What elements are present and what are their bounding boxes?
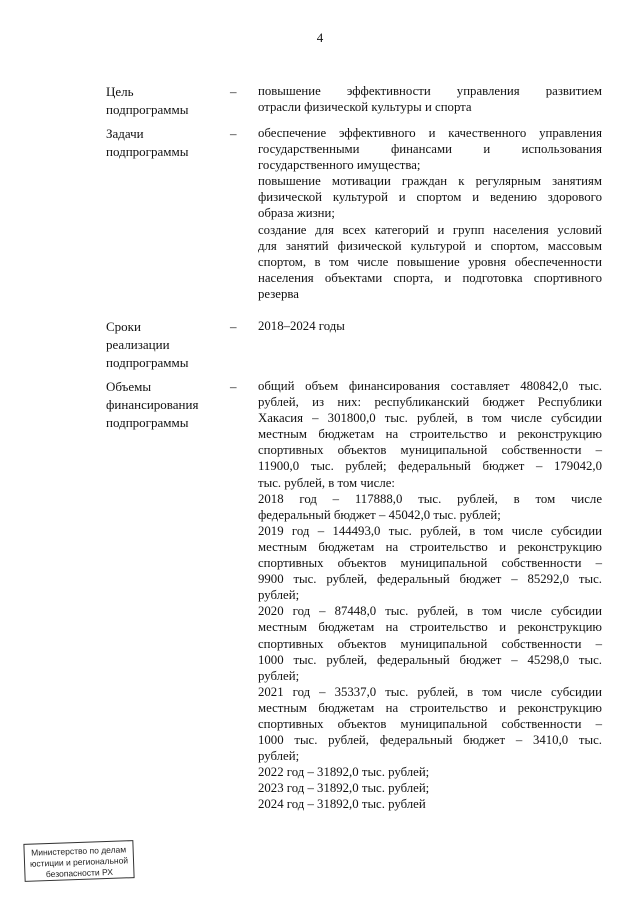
text-line: спортивных объектов муниципальной собственности –: [258, 636, 602, 651]
text-line: 2022 год – 31892,0 тыс. рублей;: [258, 765, 430, 780]
goal-text: [258, 83, 602, 119]
funding-label: Объемы финансирования подпрограммы: [106, 379, 199, 430]
section-terms: [106, 318, 602, 372]
text-line: населения объектами спорта, и подготовка спортивного: [258, 270, 602, 285]
section-goal: [106, 83, 602, 119]
text-line: спортивных объектов муниципальной собственности –: [258, 556, 602, 571]
text-line: 2019 год – 144493,0 тыс. рублей, в том числе субсидии: [258, 523, 602, 538]
tasks-text: [258, 125, 602, 302]
funding-dash: –: [230, 379, 237, 394]
text-line: физической культурой и спортом и ведению здорового: [258, 190, 602, 205]
text-line: рублей, из них: республиканский бюджет Республики: [258, 395, 602, 410]
text-line: 2023 год – 31892,0 тыс. рублей;: [258, 781, 430, 796]
text-line: 2020 год – 87448,0 тыс. рублей, в том числе субсидии: [258, 604, 602, 619]
text-line: местным бюджетам на строительство и реконструкцию: [258, 427, 602, 442]
text-line: 2018 год – 117888,0 тыс. рублей, в том числе: [258, 491, 602, 506]
section-tasks: [106, 125, 602, 302]
text-line: 2021 год – 35337,0 тыс. рублей, в том числе субсидии: [258, 684, 602, 699]
text-line: образа жизни;: [258, 206, 335, 221]
text-line: тыс. рублей, в том числе:: [258, 475, 395, 490]
tasks-label: Задачи подпрограммы: [106, 126, 189, 159]
terms-label: Сроки реализации подпрограммы: [106, 319, 189, 370]
text-line: 11900,0 тыс. рублей; федеральный бюджет – 179042,0: [258, 459, 602, 474]
text-line: рублей;: [258, 588, 300, 603]
goal-dash: –: [230, 84, 237, 99]
text-line: спортом, в том числе повышение уровня обеспеченности: [258, 254, 602, 269]
text-line: резерва: [258, 286, 299, 301]
text-line: 2018–2024 годы: [258, 319, 345, 333]
text-line: рублей;: [258, 749, 300, 764]
text-line: повышение мотивации граждан к регулярным занятиям: [258, 174, 602, 189]
goal-label: Цель подпрограммы: [106, 84, 189, 117]
ministry-stamp: Министерство по делам юстиции и региональной безопасности РХ: [23, 840, 134, 882]
text-line: отрасли физической культуры и спорта: [258, 100, 472, 115]
text-line: спортивных объектов муниципальной собственности –: [258, 443, 602, 458]
text-line: Хакасия – 301800,0 тыс. рублей, в том числе субсидии: [258, 411, 602, 426]
funding-text: [258, 378, 602, 813]
section-funding: [106, 378, 602, 813]
page-number: 4: [316, 30, 324, 45]
text-line: государственными финансами и использования: [258, 142, 602, 157]
tasks-dash: –: [230, 126, 237, 141]
terms-text: [258, 318, 602, 372]
text-line: спортивных объектов муниципальной собственности –: [258, 716, 602, 731]
text-line: федеральный бюджет – 45042,0 тыс. рублей;: [258, 507, 501, 522]
text-line: 1000 тыс. рублей, федеральный бюджет – 45298,0 тыс.: [258, 652, 602, 667]
text-line: повышение эффективности управления развитием: [258, 84, 602, 98]
text-line: местным бюджетам на строительство и реконструкцию: [258, 620, 602, 635]
text-line: государственного имущества;: [258, 158, 421, 173]
terms-dash: –: [230, 319, 237, 334]
text-line: 2024 год – 31892,0 тыс. рублей: [258, 797, 426, 812]
text-line: 9900 тыс. рублей, федеральный бюджет – 85292,0 тыс.: [258, 572, 602, 587]
text-line: местным бюджетам на строительство и реконструкцию: [258, 700, 602, 715]
text-line: общий объем финансирования составляет 480842,0 тыс.: [258, 379, 602, 393]
text-line: рублей;: [258, 668, 300, 683]
text-line: для занятий физической культурой и спортом, массовым: [258, 238, 602, 253]
text-line: создание для всех категорий и групп населения условий: [258, 222, 602, 237]
text-line: 1000 тыс. рублей, федеральный бюджет – 3410,0 тыс.: [258, 733, 602, 748]
text-line: обеспечение эффективного и качественного управления: [258, 126, 602, 140]
text-line: местным бюджетам на строительство и реконструкцию: [258, 539, 602, 554]
